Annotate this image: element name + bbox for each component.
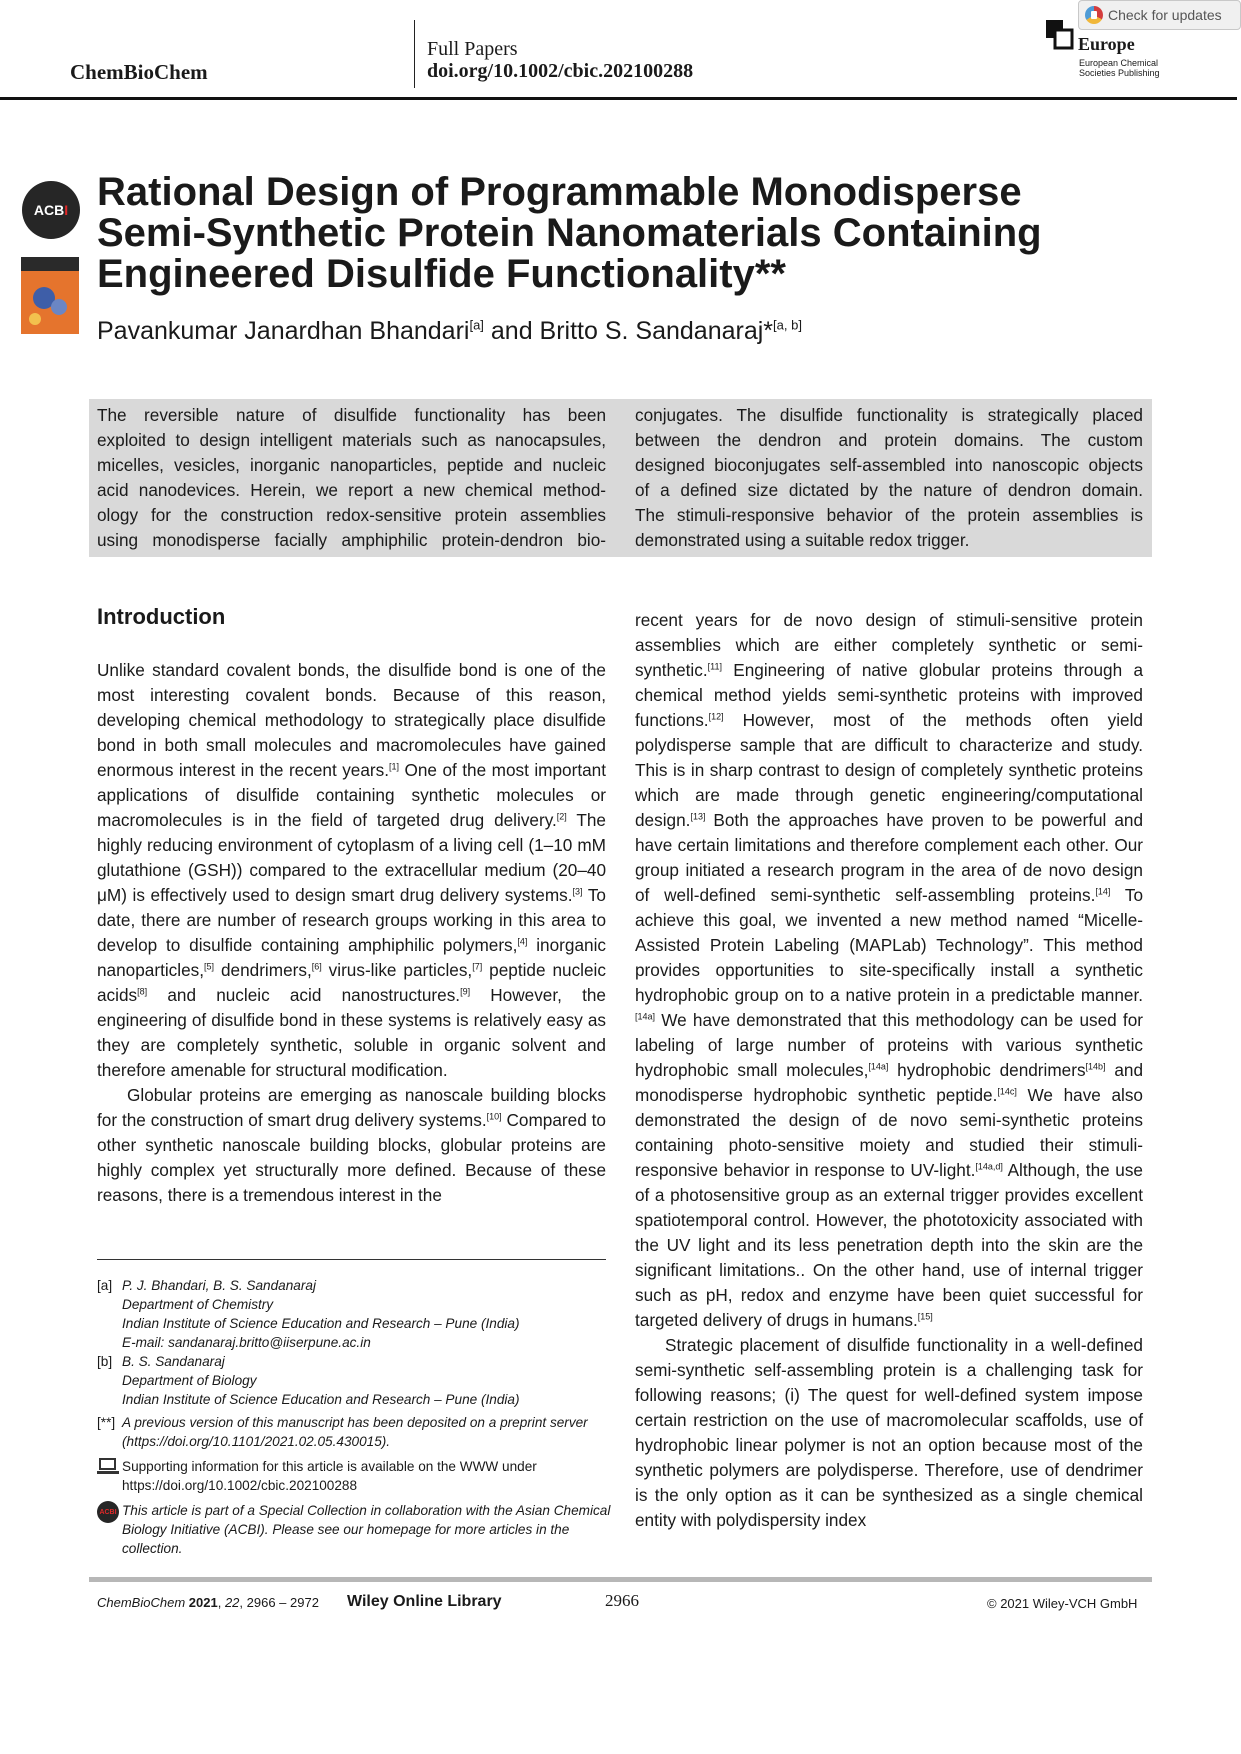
footer-pages: 2966 – 2972 [246,1595,319,1610]
footnote-affiliation-b [97,1352,617,1409]
citation-marker[interactable]: [15] [917,1311,933,1322]
citation-marker[interactable]: [11] [707,661,722,672]
citation-marker[interactable]: [5] [204,961,215,972]
abstract-line: using monodisperse facially amphiphilic protein-dendron bio- [97,530,606,550]
abstract-line: The reversible nature of disulfide functionality has been [97,405,606,425]
citation-marker[interactable]: [14] [1095,886,1111,897]
author-affiliation-marker: [a] [469,317,484,333]
publisher-subtitle-line: Societies Publishing [1079,68,1160,78]
citation-marker[interactable]: [13] [690,811,706,822]
footer-journal: ChemBioChem [97,1595,186,1610]
footnote-supporting-info-text[interactable]: Supporting information for this article is available on the WWW under https://doi.org/10.1002/cbic.202100288 [122,1459,537,1493]
citation-marker[interactable]: [14a] [868,1061,889,1072]
footnote-line: B. S. Sandanaraj [122,1354,225,1369]
footer-rule [89,1577,1152,1582]
citation-marker[interactable]: [6] [311,961,322,972]
abstract-line: of a defined size dictated by the nature of dendron domain. [635,480,1143,500]
publisher-subtitle [1079,58,1160,78]
abstract-line: ology for the construction redox-sensitive protein assemblies [97,505,606,525]
citation-marker[interactable]: [14a] [635,1011,656,1022]
footnote-line: Department of Biology [122,1373,257,1388]
publisher-brand: Europe [1078,34,1135,54]
footnote-label: [**] [97,1415,116,1430]
footnote-label: [a] [97,1278,113,1293]
footnote-affiliation-a [97,1276,617,1352]
footer-citation: ChemBioChem 2021, 22, 2966 – 2972 [97,1595,319,1610]
acbi-badge-text-accent: I [64,202,69,218]
author-list [97,317,802,346]
footnote-email[interactable]: E-mail: sandanaraj.britto@iiserpune.ac.in [122,1335,371,1350]
abstract-line: designed bioconjugates self-assembled into nanoscopic objects [635,455,1143,475]
page-number: 2966 [605,1591,639,1610]
author-name: Britto S. Sandanaraj* [539,317,774,345]
header-divider [414,20,415,88]
citation-marker[interactable]: [4] [517,936,528,947]
footer-year: 2021 [188,1595,218,1610]
check-updates-label: Check for updates [1108,7,1222,23]
section-type: Full Papers [427,38,518,60]
publisher-logo-icon [1046,20,1074,50]
citation-marker[interactable]: [10] [486,1111,502,1122]
author-separator: and [483,317,540,345]
citation-marker[interactable]: [14a,d] [975,1161,1003,1172]
abstract-line: exploited to design intelligent materials such as nanocapsules, [97,430,606,450]
check-for-updates-button[interactable] [1078,0,1241,30]
footnote-line: P. J. Bhandari, B. S. Sandanaraj [122,1278,316,1293]
author-affiliation-marker: [a, b] [773,317,802,333]
citation-marker[interactable]: [8] [137,986,148,997]
footnote-line: Department of Chemistry [122,1297,274,1312]
article-title: Rational Design of Programmable Monodisperse Semi-Synthetic Protein Nanomaterials Containing Engineered Disulfide Functionality** [97,170,1042,296]
check-updates-icon [1085,6,1103,24]
citation-marker[interactable]: [7] [472,961,483,972]
abstract-line: acid nanodevices. Herein, we report a new chemical method- [97,480,606,500]
wiley-online-library-link[interactable]: Wiley Online Library [347,1593,502,1610]
computer-icon [97,1457,119,1475]
body-paragraph: Unlike standard covalent bonds, the disulfide bond is one of the most interesting covalent bonds. Because of this reason, developing chemical methodology to strategically place disulfide bond in both small molecules and macromolecules have gained enormous interest in the recent years.[1] One of the most important applications of disulfide containing synthetic molecules or macromolecules is in the field of targeted drug delivery.[2] The highly reducing environment of cytoplasm of a living cell (1–10 mM glutathione (GSH)) compared to the extracellular medium (20–40 μM) is effectively used to design smart drug delivery systems.[3] To date, there are number of research groups working in this area to develop to disulfide containing amphiphilic polymers,[4] inorganic nanoparticles,[5] dendrimers,[6] virus-like particles,[7] peptide nucleic acids[8] and nucleic acid nanostructures.[9] However, the engineering of disulfide bond in these systems is relatively easy as they are completely synthetic, soluble in organic solvent and therefore amenable for structural modification. [97,660,607,1080]
abstract-line: demonstrated using a suitable redox trigger. [635,530,970,550]
citation-marker[interactable]: [3] [572,886,583,897]
footnote-special-collection [97,1501,617,1558]
abstract-line: conjugates. The disulfide functionality is strategically placed [635,405,1143,425]
abstract-line: between the dendron and protein domains. The custom [635,430,1143,450]
body-left-column [97,658,606,1208]
footnote-supporting-info [97,1457,617,1495]
acbi-badge-icon [22,181,80,239]
citation-marker[interactable]: [9] [460,986,471,997]
abstract-line: The stimuli-responsive behavior of the protein assemblies is [635,505,1143,525]
footnote-collection-text: This article is part of a Special Collection in collaboration with the Asian Chemical Biology Initiative (ACBI). Please see our homepage for more articles in the collection. [122,1503,611,1556]
citation-marker[interactable]: [1] [389,761,400,772]
header-rule [0,97,1237,100]
author-name: Pavankumar Janardhan Bhandari [97,317,470,345]
footnote-rule [97,1259,606,1260]
citation-marker[interactable]: [14c] [997,1086,1017,1097]
abstract-right-column [635,403,1143,553]
acbi-icon: ACBI [97,1501,119,1523]
body-paragraph: Globular proteins are emerging as nanoscale building blocks for the construction of smart drug delivery systems.[10] Compared to other synthetic nanoscale building blocks, globular proteins are highly complex yet structurally more defined. Because of these reasons, there is a tremendous interest in the [97,1085,606,1205]
body-paragraph: Strategic placement of disulfide functionality in a well-defined semi-synthetic self-assembling protein is a challenging task for following reasons; (i) The quest for well-defined system impose certain restriction on the use of macromolecular scaffolds, use of hydrophobic linear polymer is not an option because most of the synthetic polymers are polydisperse. Therefore, use of dendrimer is the only option as it can be synthesized as a single chemical entity with polydispersity index [635,1335,1143,1530]
copyright: © 2021 Wiley-VCH GmbH [987,1596,1138,1611]
section-heading-introduction: Introduction [97,604,226,629]
abstract-left-column [97,403,606,553]
journal-name: ChemBioChem [70,60,208,84]
footnote-preprint [97,1413,617,1451]
footnote-line: Indian Institute of Science Education and Research – Pune (India) [122,1316,520,1331]
footnote-preprint-text: A previous version of this manuscript has been deposited on a preprint server (https://doi.org/10.1101/2021.02.05.430015). [122,1415,588,1449]
footnote-line: Indian Institute of Science Education and Research – Pune (India) [122,1392,520,1407]
journal-cover-thumbnail[interactable] [21,257,79,334]
acbi-badge-text: ACB [33,202,65,218]
abstract-line: micelles, vesicles, inorganic nanoparticles, peptide and nucleic [97,455,606,475]
footnote-label: [b] [97,1354,113,1369]
doi-link[interactable]: doi.org/10.1002/cbic.202100288 [427,60,694,82]
publisher-subtitle-line: European Chemical [1079,58,1159,68]
footer-volume: 22 [224,1595,240,1610]
citation-marker[interactable]: [14b] [1085,1061,1106,1072]
body-right-column [635,608,1143,1533]
body-paragraph: recent years for de novo design of stimuli-sensitive protein assemblies which are either completely synthetic or semi-synthetic.[11] Engineering of native globular proteins through a chemical method yields semi-synthetic proteins with improved functions.[12] However, most of the methods often yield polydisperse sample that are difficult to characterize and study. This is in sharp contrast to design of completely synthetic proteins which are made through genetic engineering/computational design.[13] Both the approaches have proven to be powerful and have certain limitations and therefore complement each other. Our group initiated a research program in the area of de novo design of well-defined semi-synthetic self-assembling proteins.[14] To achieve this goal, we invented a new method named “Micelle-Assisted Protein Labeling (MAPLab) Technology”. This method provides opportunities to site-specifically install a synthetic hydrophobic group on to a native protein in a predictable manner.[14a] We have demonstrated that this methodology can be used for labeling of large number of proteins with various synthetic hydrophobic small molecules,[14a] hydrophobic dendrimers[14b] and monodisperse hydrophobic synthetic peptide.[14c] We have also demonstrated the design of de novo semi-synthetic proteins containing photo-sensitive moiety and studied their stimuli-responsive behavior in response to UV-light.[14a,d] Although, the use of a photosensitive group as an external trigger provides excellent spatiotemporal control. However, the phototoxicity associated with the UV light and its less penetration depth into the skin are the significant limitations.. On the other hand, use of internal trigger such as pH, redox and enzyme have been quiet successful for targeted delivery of drugs in humans.[15] [635,610,1144,1330]
citation-marker[interactable]: [12] [708,711,724,722]
citation-marker[interactable]: [2] [556,811,567,822]
footnotes [97,1276,617,1558]
